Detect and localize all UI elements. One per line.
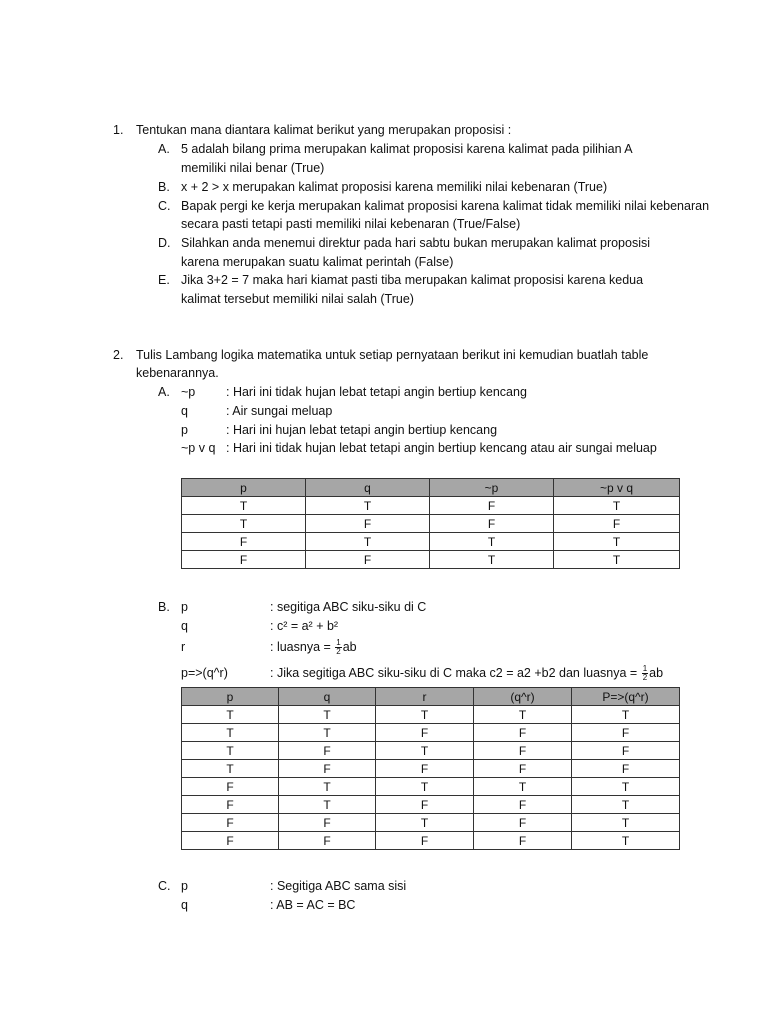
table-cell: T (474, 706, 572, 724)
table-header-row (182, 479, 680, 497)
table-cell: T (572, 778, 680, 796)
q1-option-a-label: A. (158, 142, 170, 156)
table-row (182, 551, 680, 569)
table-cell: T (306, 497, 430, 515)
table-row (182, 778, 680, 796)
table-row (182, 515, 680, 533)
table-row (182, 724, 680, 742)
table-cell: T (182, 515, 306, 533)
table-cell: T (279, 724, 376, 742)
table-cell: F (279, 760, 376, 778)
q1-option-b-line1: x + 2 > x merupakan kalimat proposisi karena memiliki nilai kebenaran (True) (181, 180, 608, 194)
q2a-def-sym: ~p (181, 385, 196, 399)
table-cell: F (474, 814, 572, 832)
table-cell: T (572, 796, 680, 814)
q2a-def-text: : Hari ini tidak hujan lebat tetapi angin bertiup kencang (226, 385, 527, 399)
q2b-def-text: : c² = a² + b² (270, 619, 339, 633)
one-half-fraction: $\frac{1}{2}$ (642, 664, 648, 683)
q1-option-a-line2: memiliki nilai benar (True) (181, 161, 325, 175)
table-cell: T (572, 706, 680, 724)
table-header-cell: p (182, 688, 279, 706)
table-cell: F (474, 724, 572, 742)
table-row (182, 760, 680, 778)
table-cell: F (182, 533, 306, 551)
table-header-cell: q (279, 688, 376, 706)
table-cell: T (182, 706, 279, 724)
table-cell: F (474, 796, 572, 814)
table-cell: T (279, 796, 376, 814)
q2b-def-sym: r (181, 640, 186, 654)
truth-table-2a (181, 478, 680, 569)
q1-option-a-line1: 5 adalah bilang prima merupakan kalimat proposisi karena kalimat pada pilihian A (181, 142, 633, 156)
q2a-def-sym: ~p v q (181, 441, 216, 455)
table-cell: T (279, 706, 376, 724)
table-header-cell: ~p v q (554, 479, 680, 497)
q2b-def-text: : segitiga ABC siku-siku di C (270, 600, 427, 614)
table-cell: T (376, 706, 474, 724)
q1-option-b-label: B. (158, 180, 170, 194)
q2-prompt-line2: kebenarannya. (136, 366, 219, 380)
table-row (182, 796, 680, 814)
truth-table-2b (181, 687, 680, 850)
q2c-def-sym: p (181, 879, 188, 893)
q2b-def-sym: p (181, 600, 188, 614)
table-cell: F (376, 832, 474, 850)
q2b-def-sym: q (181, 619, 188, 633)
table-header-cell: r (376, 688, 474, 706)
table-cell: T (474, 778, 572, 796)
q1-option-d-line2: karena merupakan suatu kalimat perintah (False) (181, 255, 454, 269)
table-cell: T (554, 551, 680, 569)
q2b-def-sym: p=>(q^r) (181, 666, 228, 680)
q2c-label: C. (158, 879, 171, 893)
q2b-label: B. (158, 600, 170, 614)
table-cell: T (376, 742, 474, 760)
table-header-cell: P=>(q^r) (572, 688, 680, 706)
table-cell: T (554, 497, 680, 515)
q2a-def-text: : Hari ini tidak hujan lebat tetapi angin bertiup kencang atau air sungai meluap (226, 441, 657, 455)
table-cell: T (182, 742, 279, 760)
table-row (182, 742, 680, 760)
table-cell: F (474, 760, 572, 778)
q1-option-c-line2: secara pasti tetapi pasti memiliki nilai kebenaran (True/False) (181, 217, 521, 231)
q1-number: 1. (113, 123, 124, 137)
q2a-def-sym: q (181, 404, 188, 418)
table-header-cell: ~p (430, 479, 554, 497)
table-cell: T (279, 778, 376, 796)
one-half-fraction: $\frac{1}{2}$ (336, 638, 341, 657)
q1-prompt: Tentukan mana diantara kalimat berikut yang merupakan proposisi : (136, 123, 512, 137)
q1-option-e-label: E. (158, 273, 170, 287)
q2a-def-text: : Air sungai meluap (226, 404, 333, 418)
table-cell: F (572, 724, 680, 742)
table-cell: F (376, 796, 474, 814)
table-header-cell: p (182, 479, 306, 497)
q2b-def-text: : luasnya = (270, 640, 335, 654)
table-header-cell: q (306, 479, 430, 497)
table-cell: F (279, 832, 376, 850)
q1-option-d-label: D. (158, 236, 171, 250)
table-cell: F (376, 760, 474, 778)
table-cell: F (306, 515, 430, 533)
q2-prompt-line1: Tulis Lambang logika matematika untuk setiap pernyataan berikut ini kemudian buatlah table (136, 348, 649, 362)
table-cell: T (182, 724, 279, 742)
table-row (182, 706, 680, 724)
q2-number: 2. (113, 348, 124, 362)
q2b-def-formula: : luasnya = $\frac{1}{2}$ ab (270, 638, 357, 657)
q2c-def-text: : Segitiga ABC sama sisi (270, 879, 407, 893)
table-row (182, 814, 680, 832)
q2b-def-formula: : Jika segitiga ABC siku-siku di C maka c2 = a2 +b2 dan luasnya = $\frac{1}{2}$ ab (270, 664, 664, 683)
table-cell: T (554, 533, 680, 551)
table-cell: F (474, 832, 572, 850)
table-cell: F (474, 742, 572, 760)
q2a-label: A. (158, 385, 170, 399)
q2b-def-text: : Jika segitiga ABC siku-siku di C maka c2 = a2 +b2 dan luasnya = (270, 666, 641, 680)
table-row (182, 533, 680, 551)
table-cell: F (182, 832, 279, 850)
q1-option-c-label: C. (158, 199, 171, 213)
table-cell: F (430, 515, 554, 533)
q2a-def-sym: p (181, 423, 188, 437)
table-cell: T (182, 497, 306, 515)
table-cell: F (279, 814, 376, 832)
table-row (182, 832, 680, 850)
table-cell: F (572, 760, 680, 778)
table-cell: F (279, 742, 376, 760)
q1-option-e-line1: Jika 3+2 = 7 maka hari kiamat pasti tiba merupakan kalimat proposisi karena kedua (181, 273, 644, 287)
table-cell: F (182, 814, 279, 832)
table-cell: T (430, 551, 554, 569)
table-cell: T (430, 533, 554, 551)
table-cell: F (182, 551, 306, 569)
table-cell: T (376, 814, 474, 832)
table-cell: T (572, 832, 680, 850)
table-cell: F (182, 796, 279, 814)
table-row (182, 497, 680, 515)
table-cell: F (430, 497, 554, 515)
q1-option-d-line1: Silahkan anda menemui direktur pada hari sabtu bukan merupakan kalimat proposisi (181, 236, 651, 250)
table-cell: F (182, 778, 279, 796)
q2c-def-sym: q (181, 898, 188, 912)
table-cell: T (306, 533, 430, 551)
table-header-cell: (q^r) (474, 688, 572, 706)
table-cell: T (376, 778, 474, 796)
q2a-def-text: : Hari ini hujan lebat tetapi angin bertiup kencang (226, 423, 498, 437)
q1-option-e-line2: kalimat tersebut memiliki nilai salah (True) (181, 292, 414, 306)
table-header-row (182, 688, 680, 706)
table-cell: T (572, 814, 680, 832)
q2c-def-text: : AB = AC = BC (270, 898, 356, 912)
table-cell: F (376, 724, 474, 742)
table-cell: F (306, 551, 430, 569)
table-cell: T (182, 760, 279, 778)
table-cell: F (572, 742, 680, 760)
table-cell: F (554, 515, 680, 533)
q1-option-c-line1: Bapak pergi ke kerja merupakan kalimat proposisi karena kalimat tidak memiliki nilai kebenaran (181, 199, 710, 213)
